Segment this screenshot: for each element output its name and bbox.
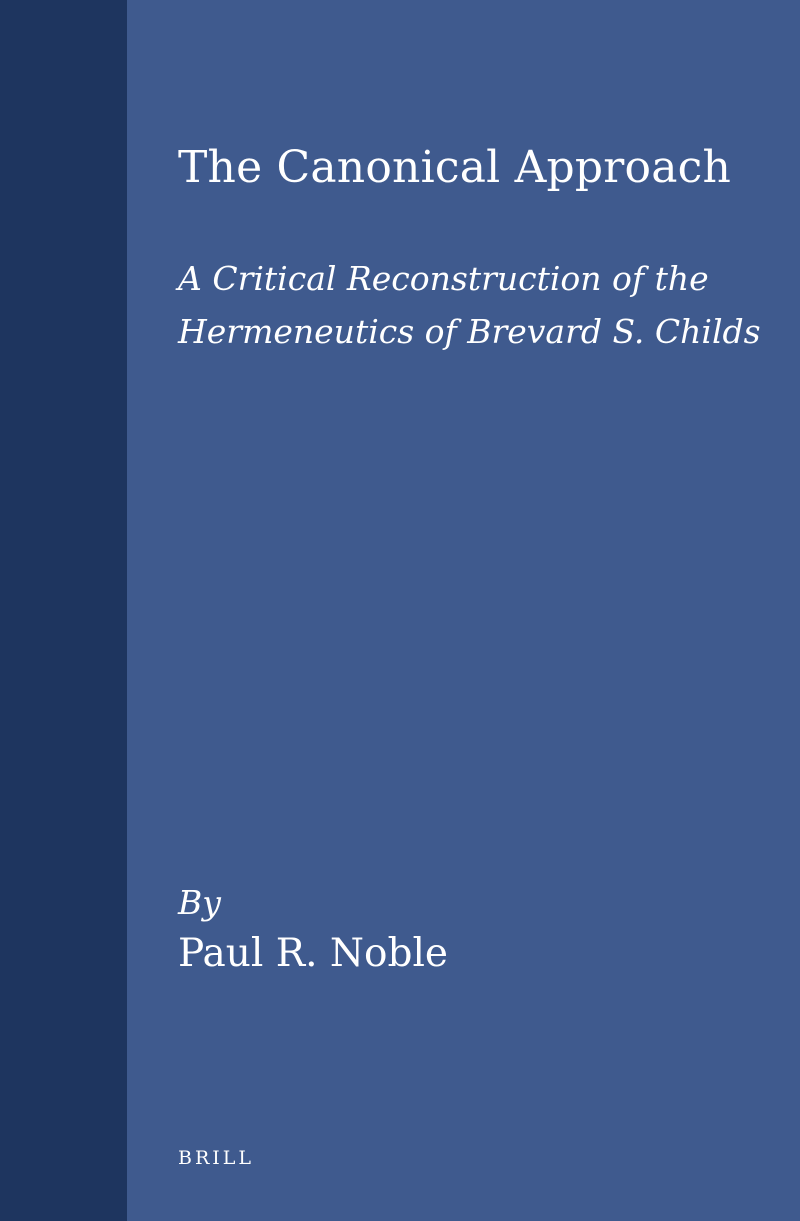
spine-band xyxy=(0,0,127,1221)
subtitle-line-2: Hermeneutics of Brevard S. Childs xyxy=(178,312,761,351)
subtitle-line-1: A Critical Reconstruction of the xyxy=(178,259,709,298)
book-title: The Canonical Approach xyxy=(178,142,732,193)
book-subtitle xyxy=(178,252,761,358)
by-label: By xyxy=(178,883,221,922)
publisher-logo-text: BRILL xyxy=(178,1147,255,1169)
author-name: Paul R. Noble xyxy=(178,931,449,976)
